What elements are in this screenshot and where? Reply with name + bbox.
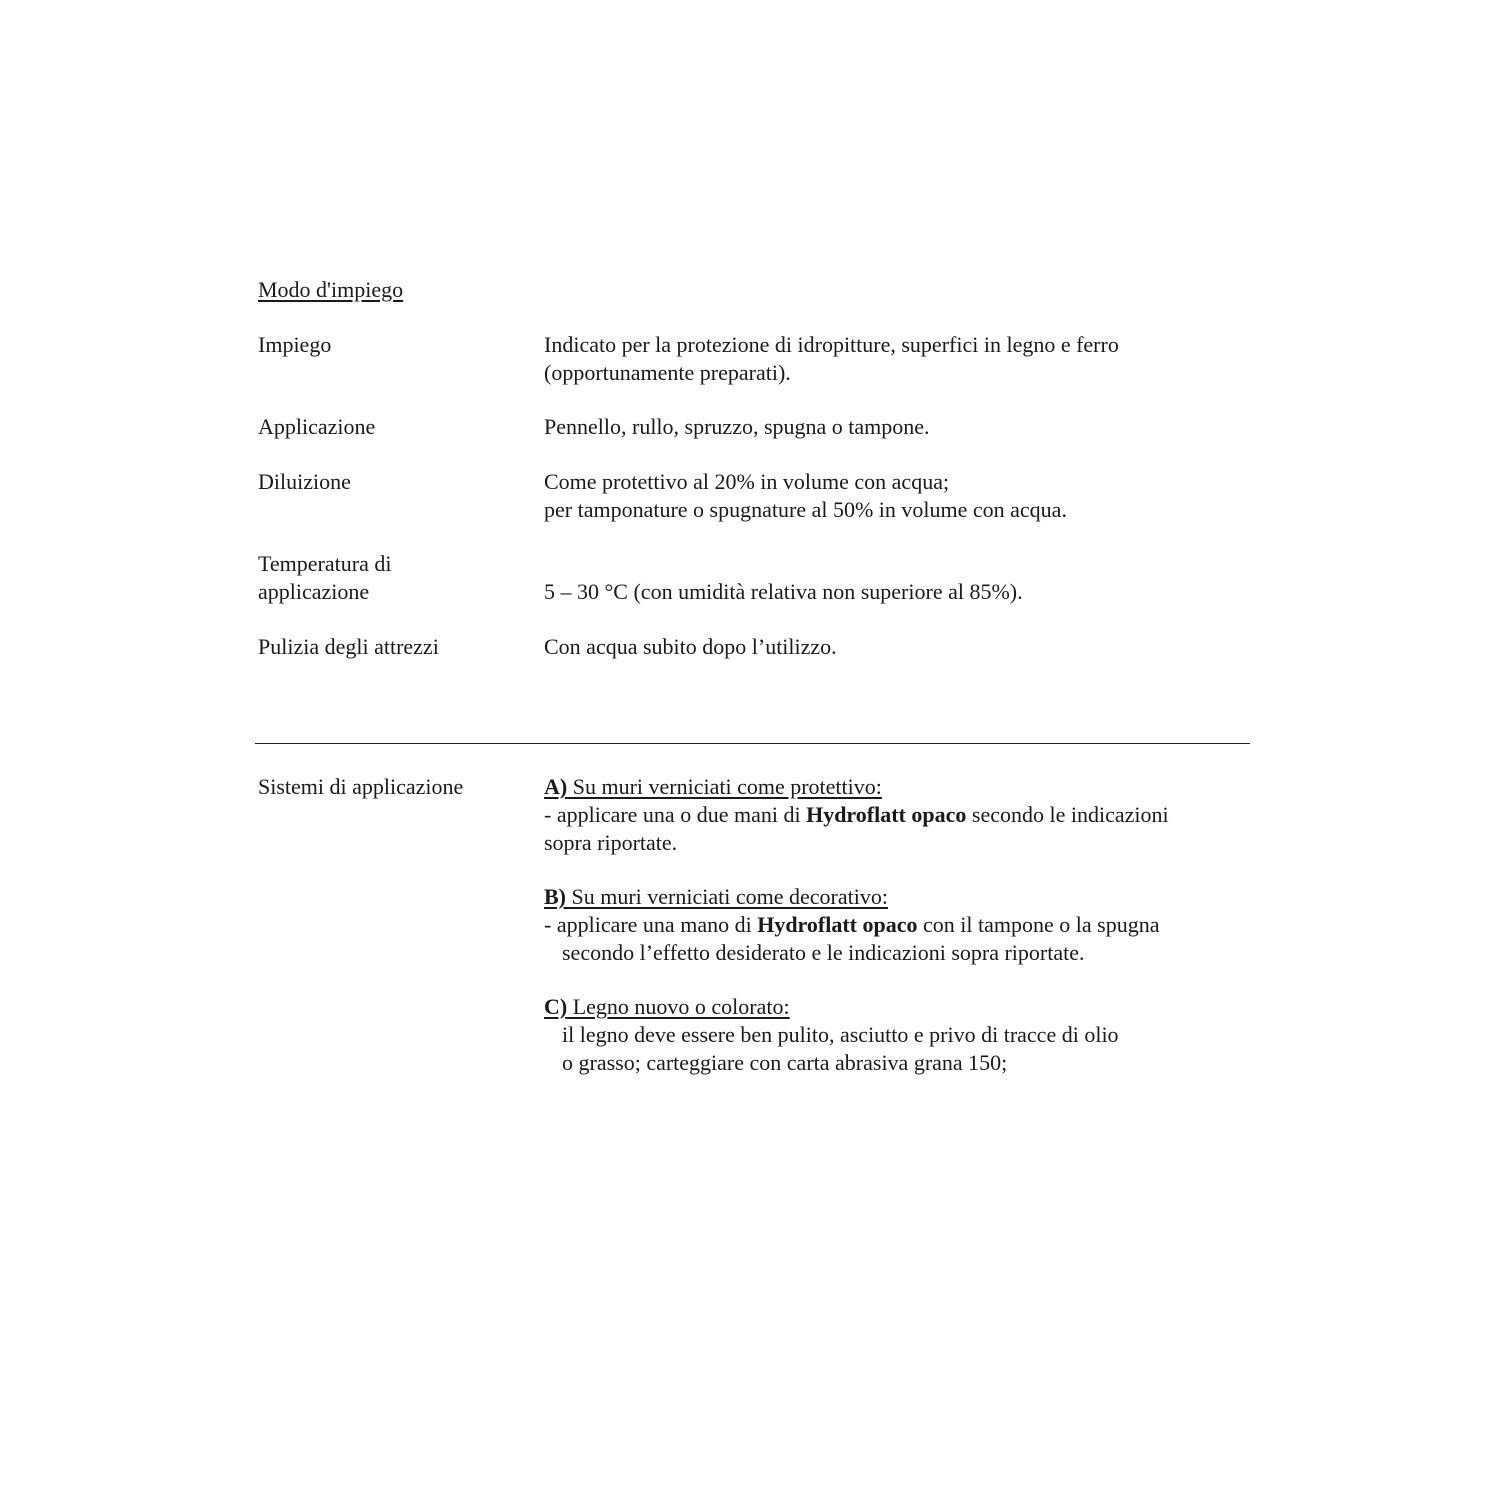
sistema-c xyxy=(544,993,1264,1077)
sistema-b-line-1 xyxy=(544,911,1264,939)
sistema-b-post: con il tampone o la spugna xyxy=(917,912,1160,937)
row-label-sistemi: Sistemi di applicazione xyxy=(258,774,464,799)
sistema-a-product: Hydroflatt opaco xyxy=(806,802,967,827)
row-value-pulizia: Con acqua subito dopo l’utilizzo. xyxy=(544,634,837,659)
sistema-b-letter: B) xyxy=(544,884,566,909)
temperatura-label-line-1: Temperatura di xyxy=(258,551,392,576)
sistema-a-line-1 xyxy=(544,801,1264,829)
sistema-b-pre: - applicare una mano di xyxy=(544,912,758,937)
sistema-c-heading xyxy=(544,993,1264,1021)
sistema-a xyxy=(544,773,1264,857)
row-label-temperatura xyxy=(258,550,528,606)
section-title: Modo d'impiego xyxy=(258,277,404,302)
temperatura-label-line-2: applicazione xyxy=(258,579,370,604)
impiego-line-2: (opportunamente preparati). xyxy=(544,360,791,385)
row-label-diluizione: Diluizione xyxy=(258,469,351,494)
sistema-a-heading xyxy=(544,773,1264,801)
row-label-impiego: Impiego xyxy=(258,332,332,357)
row-label-applicazione: Applicazione xyxy=(258,414,376,439)
sistema-a-line-2: sopra riportate. xyxy=(544,830,678,855)
row-value-temperatura: 5 – 30 °C (con umidità relativa non superiore al 85%). xyxy=(544,579,1023,604)
sistema-b xyxy=(544,883,1264,967)
sistema-a-letter: A) xyxy=(544,774,568,799)
sistema-b-heading xyxy=(544,883,1264,911)
diluizione-line-1: Come protettivo al 20% in volume con acqua; xyxy=(544,469,950,494)
row-value-diluizione xyxy=(544,468,1244,524)
sistema-c-line-2: o grasso; carteggiare con carta abrasiva grana 150; xyxy=(562,1050,1008,1075)
sistema-c-letter: C) xyxy=(544,994,568,1019)
section-divider xyxy=(255,743,1250,744)
sistema-c-heading-text: Legno nuovo o colorato: xyxy=(567,994,790,1019)
sistema-b-heading-text: Su muri verniciati come decorativo: xyxy=(566,884,888,909)
sistema-a-heading-text: Su muri verniciati come protettivo: xyxy=(567,774,882,799)
diluizione-line-2: per tamponature o spugnature al 50% in volume con acqua. xyxy=(544,497,1067,522)
sistema-b-line-2: secondo l’effetto desiderato e le indicazioni sopra riportate. xyxy=(562,940,1085,965)
sistema-b-product: Hydroflatt opaco xyxy=(757,912,918,937)
row-value-applicazione: Pennello, rullo, spruzzo, spugna o tampone. xyxy=(544,414,930,439)
row-value-impiego xyxy=(544,331,1244,387)
sistema-a-post: secondo le indicazioni xyxy=(966,802,1169,827)
sistema-c-line-1: il legno deve essere ben pulito, asciutto e privo di tracce di olio xyxy=(562,1022,1119,1047)
row-label-pulizia: Pulizia degli attrezzi xyxy=(258,634,439,659)
sistema-a-pre: - applicare una o due mani di xyxy=(544,802,807,827)
impiego-line-1: Indicato per la protezione di idropitture, superfici in legno e ferro xyxy=(544,332,1119,357)
